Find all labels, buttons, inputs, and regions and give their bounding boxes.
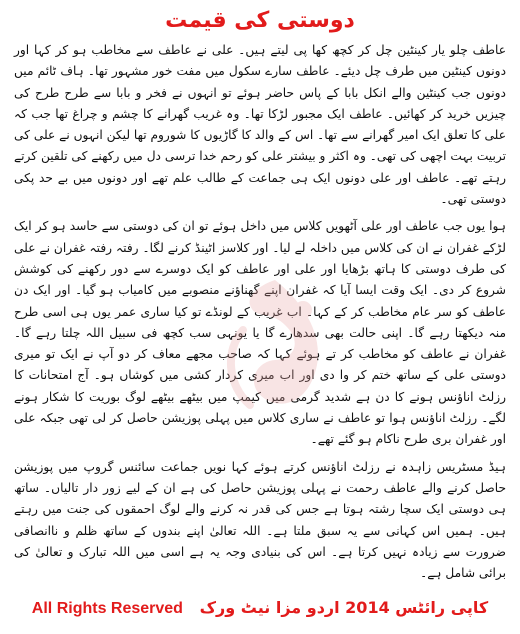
paragraph-1: عاطف چلو یار کینٹین چل کر کچھ کھا پی لیتے ہیں۔ علی نے عاطف سے مخاطب ہو کر کہا اور دونوں کینٹین میں طرف چل دیئے۔ عاطف سارے سکول میں مفت خور مشہور تھا۔ ہاف ٹائم میں دونوں جب کینٹین والے انکل بابا کے پاس حاضر ہوئے تو انہوں نے فخر و بابا سے طرح طرح کی چیزیں خرید کر کھائیں۔ عاطف ایک مجبور لڑکا تھا۔ وہ غریب گھرانے کا چشم و چراغ تھا جب کہ علی کا تعلق ایک امیر گھرانے سے تھا۔ اس کے والد کا گاڑیوں کا شوروم تھا لیکن انہوں نے علی کی تربیت بہت اچھی کی تھی۔ وہ اکثر و بیشتر علی کو رحم خدا ترسی دل میں رکھنے کی تلقین کرتے رہتے تھے۔ عاطف اور علی دونوں ایک ہی جماعت کے طالب علم تھے اور دونوں میں بے حد پکی دوستی تھی۔ [14, 43, 506, 207]
article-title: دوستی کی قیمت [165, 8, 355, 33]
copyright-urdu-text: کاپی رائٹس 2014 اردو مزا نیٹ ورک [199, 598, 489, 617]
rights-reserved-text: All Rights Reserved [31, 600, 183, 617]
paragraph-2: ہوا یوں جب عاطف اور علی آٹھویں کلاس میں داخل ہوئے تو ان کی دوستی سے حاسد ہو کر ایک لڑکے غفران نے ان کی کلاس میں داخلہ لے لیا۔ اور کلاسز اٹینڈ کرنے لگا۔ رفتہ رفتہ غفران نے علی کی طرف دوستی کا ہاتھ بڑھایا اور علی اور عاطف کو ایک دوسرے سے دور رکھنے کی کوشش شروع کر دی۔ ایک وقت ایسا آیا کہ غفران اپنے گھناؤنے منصوبے میں کامیاب ہو گیا۔ اور ایک دن عاطف کو سر عام مخاطب کر کے کہا۔ اب غریب کے لونڈے تو کیا ساری عمر یوں ہی اسی طرح منہ دیکھتا رہے گا۔ اپنی حالت بھی سدھارے گا یا یونہی سب کچھ فی سبیل اللہ چلتا رہے گا۔ غفران نے عاطف کو مخاطب کر تے ہوئے کہا کہ صاحب مجھے معاف کر دو آپ نے ایک تو میری دوستی علی کے ساتھ ختم کر وا دی اور اب میری کردار کشی میں کوشاں ہو۔ آج امتحانات کا رزلٹ اناؤنس ہونے کا دن ہے شدید گرمی میں کیمپ میں بیٹھے بیٹھے لوگ بوریت کا شکار ہونے لگے۔ رزلٹ اناؤنس ہوا تو عاطف نے ساری کلاس میں پہلی پوزیشن حاصل کر لی تھی جبکہ علی اور غفران بری طرح ناکام ہو گئے تھے۔ [14, 219, 506, 447]
paragraph-3: ہیڈ مسٹریس زاہدہ نے رزلٹ اناؤنس کرتے ہوئے کہا نویں جماعت سائنس گروپ میں پوزیشن حاصل کرنے والے عاطف رحمت نے پہلی پوزیشن حاصل کی ہے ان کے لیے زور دار تالیاں۔ ساتھ ہی دوستی ایک سچا رشتہ ہوتا ہے جس کی قدر نہ کرنے والے لوگ احمقوں کی جنت میں رہتے ہیں۔ ہمیں اس کہانی سے یہ سبق ملتا ہے۔ اللہ تعالیٰ اپنے بندوں کے ساتھ ظلم و ناانصافی ضرورت سے زیادہ نہیں کرتا ہے۔ اس کی بنیادی وجہ یہ ہے اسی میں اللہ تبارک و تعالیٰ کی برائی شامل ہے۔ [14, 459, 506, 581]
copyright-footer [0, 598, 520, 618]
article-body [14, 40, 506, 590]
